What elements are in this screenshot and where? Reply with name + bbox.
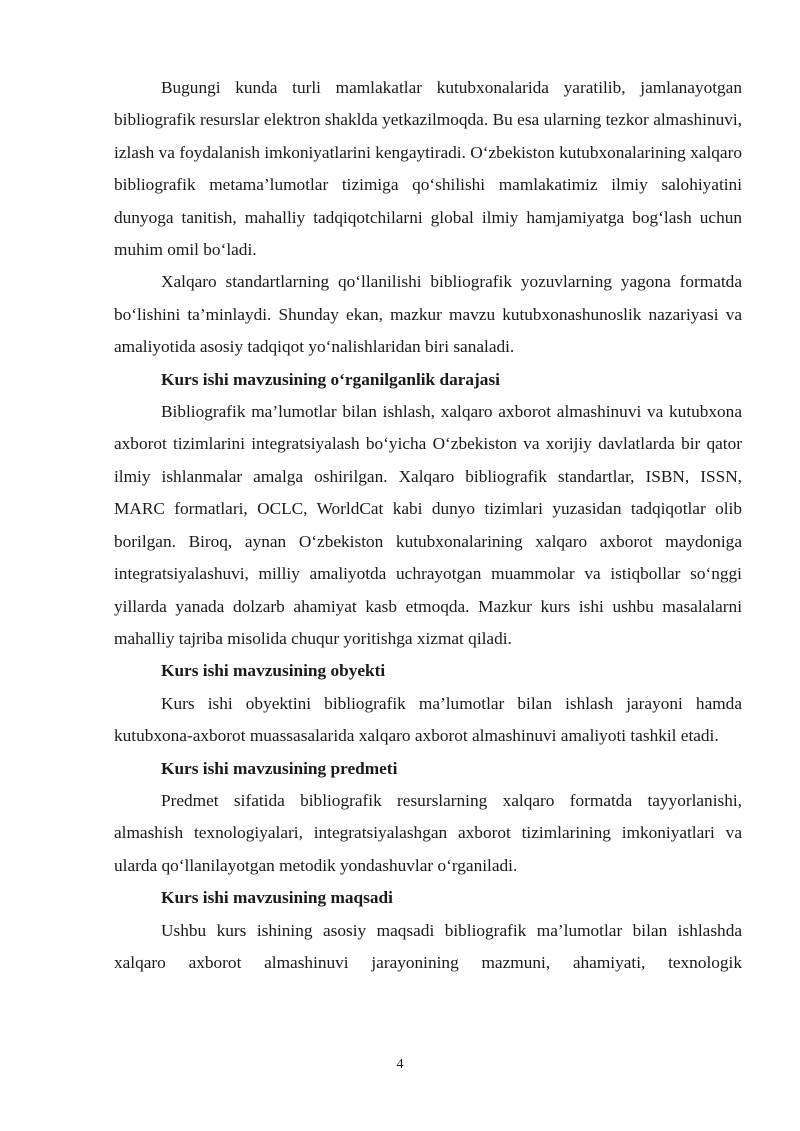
paragraph-subject: Predmet sifatida bibliografik resurslarning xalqaro formatda tayyorlanishi, almashish texnologiyalari, integratsiyalashgan axborot tizimlarining imkoniyatlari va ularda qo‘llanilayotgan metodik yondashuvlar o‘rganiladi. (114, 790, 742, 875)
paragraph-intro: Bugungi kunda turli mamlakatlar kutubxonalarida yaratilib, jamlanayotgan bibliografik resurslar elektron shaklda yetkazilmoqda. Bu esa ularning tezkor almashinuvi, izlash va foydalanish imkoniyatlarini kengaytiradi. O‘zbekiston kutubxonalarining xalqaro bibliografik metama’lumotlar tizimiga qo‘shilishi mamlakatimiz ilmiy salohiyatini dunyoga tanitish, mahalliy tadqiqotchilarni global ilmiy hamjamiyatga bog‘lash uchun muhim omil bo‘ladi. (114, 78, 742, 260)
heading-study-degree: Kurs ishi mavzusining o‘rganilganlik darajasi (161, 369, 500, 389)
paragraph-study-degree: Bibliografik ma’lumotlar bilan ishlash, xalqaro axborot almashinuvi va kutubxona axborot tizimlarini integratsiyalash bo‘yicha O‘zbekiston va xorijiy davlatlarda bir qator ilmiy ishlanmalar amalga oshirilgan. Xalqaro bibliografik standartlar, ISBN, ISSN, MARC formatlari, OCLC, WorldCat kabi dunyo tizimlari yuzasidan tadqiqotlar olib borilgan. Biroq, aynan O‘zbekiston kutubxonalarining xalqaro axborot maydoniga integratsiyalashuvi, milliy amaliyotda uchrayotgan muammolar va istiqbollar so‘nggi yillarda yanada dolzarb ahamiyat kasb etmoqda. Mazkur kurs ishi ushbu masalalarni mahalliy tajriba misolida chuqur yoritishga xizmat qiladi. (114, 402, 742, 648)
heading-object: Kurs ishi mavzusining obyekti (161, 661, 386, 681)
heading-goal: Kurs ishi mavzusining maqsadi (161, 888, 393, 908)
paragraph-standards: Xalqaro standartlarning qo‘llanilishi bibliografik yozuvlarning yagona formatda bo‘lishini ta’minlaydi. Shunday ekan, mazkur mavzu kutubxonashunoslik nazariyasi va amaliyotida asosiy tadqiqot yo‘nalishlaridan biri sanaladi. (114, 272, 742, 357)
document-page (114, 72, 742, 979)
paragraph-goal: Ushbu kurs ishining asosiy maqsadi bibliografik ma’lumotlar bilan ishlashda xalqaro axborot almashinuvi jarayonining mazmuni, ahamiyati, texnologik (114, 920, 742, 972)
heading-subject: Kurs ishi mavzusining predmeti (161, 758, 398, 778)
paragraph-object: Kurs ishi obyektini bibliografik ma’lumotlar bilan ishlash jarayoni hamda kutubxona-axborot muassasalarida xalqaro axborot almashinuvi amaliyoti tashkil etadi. (114, 693, 742, 746)
page-number: 4 (396, 1057, 404, 1072)
